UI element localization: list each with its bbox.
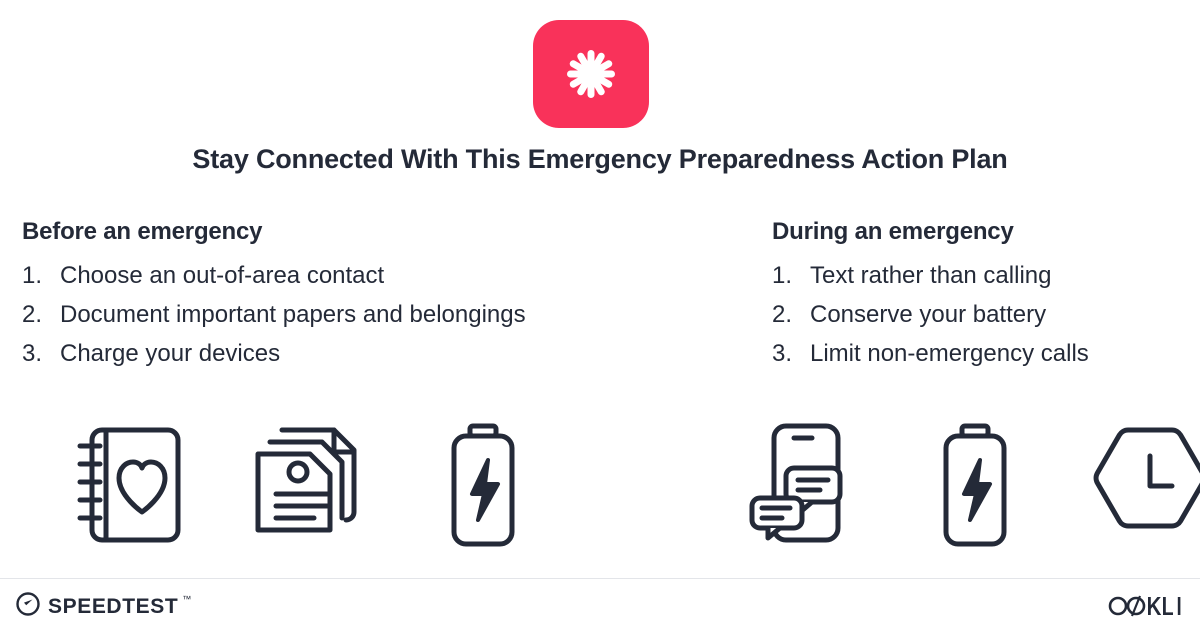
speedtest-wordmark: SPEEDTEST [48, 594, 179, 618]
list-item: Choose an out-of-area contact [60, 262, 385, 289]
column-during-emergency [772, 218, 1200, 373]
speedtest-logo [16, 592, 191, 621]
page-title: Stay Connected With This Emergency Preparedness Action Plan [192, 144, 1008, 174]
ookla-logo [1108, 594, 1182, 618]
icon-row-during [740, 420, 1200, 550]
icon-row-before [70, 420, 540, 550]
list-before-emergency [22, 256, 742, 373]
speedtest-gauge-icon [16, 592, 40, 621]
battery-charge-icon [426, 420, 540, 550]
column-heading-during: During an emergency [772, 218, 1014, 245]
speedtest-trademark: ™ [182, 594, 192, 604]
phone-message-icon [740, 420, 860, 550]
list-item: Text rather than calling [810, 262, 1052, 289]
hexagon-clock-icon [1090, 420, 1200, 550]
list-item: Charge your devices [60, 340, 281, 367]
column-heading-before: Before an emergency [22, 218, 263, 245]
asterisk-icon [563, 46, 619, 102]
list-during-emergency [772, 256, 1200, 373]
list-item: Limit non-emergency calls [810, 340, 1089, 367]
list-item: Conserve your battery [810, 301, 1047, 328]
column-before-emergency [22, 218, 742, 373]
notebook-heart-icon [70, 420, 190, 550]
battery-charge-icon [918, 420, 1032, 550]
asterisk-badge [533, 20, 649, 128]
documents-stack-icon [248, 420, 368, 550]
footer-divider [0, 578, 1200, 579]
list-item: Document important papers and belongings [60, 301, 526, 328]
